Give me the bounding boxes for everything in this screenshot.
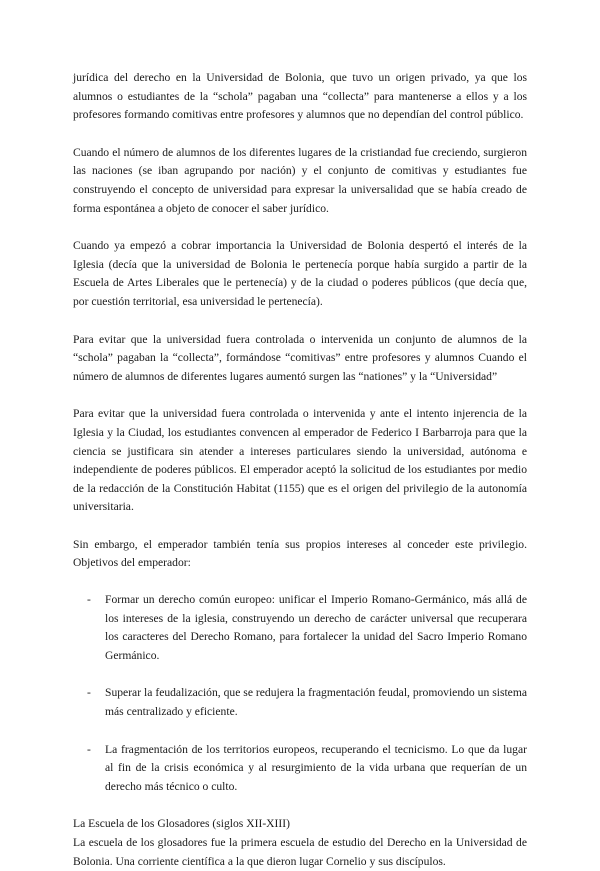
list-item-text: La fragmentación de los territorios europeos, recuperando el tecnicismo. Lo que da lugar al fin de la crisis económica y al resurgimiento de la vida urbana que requerían de un derecho más técnico o culto. (105, 742, 527, 793)
list-bullet: - (87, 686, 91, 700)
paragraph-bologna-origin: jurídica del derecho en la Universidad de Bolonia, que tuvo un origen privado, ya que los alumnos o estudiantes de la “schola” pagaban una “collecta” para mantenerse a ellos y a los profesores formando comitivas entre profesores y alumnos que no dependían del control público. (73, 71, 527, 122)
paragraph-constitution-habitat: Para evitar que la universidad fuera controlada o intervenida y ante el intento injerencia de la Iglesia y la Ciudad, los estudiantes convencen al emperador de Federico I Barbarroja para que la ciencia se justificara sin atender a intereses particulares siendo la universidad, autónoma e independiente de poderes públicos. El emperador aceptó la solicitud de los estudiantes por medio de la redacción de la Constitución Habitat (1155) que es el origen del privilegio de la autonomía universitaria. (73, 407, 527, 514)
paragraph-nations: Cuando el número de alumnos de los diferentes lugares de la cristiandad fue creciendo, surgieron las naciones (se iban agrupando por nación) y el conjunto de comitivas y estudiantes fue construyendo el concepto de universidad para expresar la universalidad que se había creado de forma espontánea a objeto de conocer el saber jurídico. (73, 145, 527, 215)
list-bullet: - (87, 742, 91, 756)
list-item (73, 684, 527, 721)
paragraph-glosadores: La escuela de los glosadores fue la primera escuela de estudio del Derecho en la Universidad de Bolonia. Una corriente científica a la que dieron lugar Cornelio y sus discípulos. (73, 836, 527, 868)
list-item-text: Superar la feudalización, que se redujera la fragmentación feudal, promoviendo un sistema más centralizado y eficiente. (105, 686, 527, 719)
paragraph-schola-collecta: Para evitar que la universidad fuera controlada o intervenida un conjunto de alumnos de la “schola” pagaban la “collecta”, formándose “comitivas” entre profesores y alumnos Cuando el número de alumnos de diferentes lugares aumentó surgen las “nationes” y la “Universidad” (73, 332, 527, 383)
paragraph-emperor-objectives: Sin embargo, el emperador también tenía sus propios intereses al conceder este privilegio. Objetivos del emperador: (73, 537, 527, 570)
list-item (73, 741, 527, 797)
objectives-list (73, 591, 527, 796)
list-item (73, 591, 527, 665)
document-body (73, 69, 527, 871)
section-heading: La Escuela de los Glosadores (siglos XII-XIII) (73, 817, 290, 831)
list-item-text: Formar un derecho común europeo: unificar el Imperio Romano-Germánico, más allá de los intereses de la iglesia, construyendo un derecho de carácter universal que recuperara los caracteres del Derecho Romano, para fortalecer la unidad del Sacro Imperio Romano Germánico. (105, 593, 527, 662)
paragraph-church-city-interest: Cuando ya empezó a cobrar importancia la Universidad de Bolonia despertó el interés de la Iglesia (decía que la universidad de Bolonia le pertenecía porque había surgido a partir de la Escuela de Artes Liberales que le pertenecía) y de la ciudad o poderes públicos (que decía que, por cuestión territorial, esa universidad le pertenecía). (73, 239, 527, 308)
list-bullet: - (87, 593, 91, 607)
